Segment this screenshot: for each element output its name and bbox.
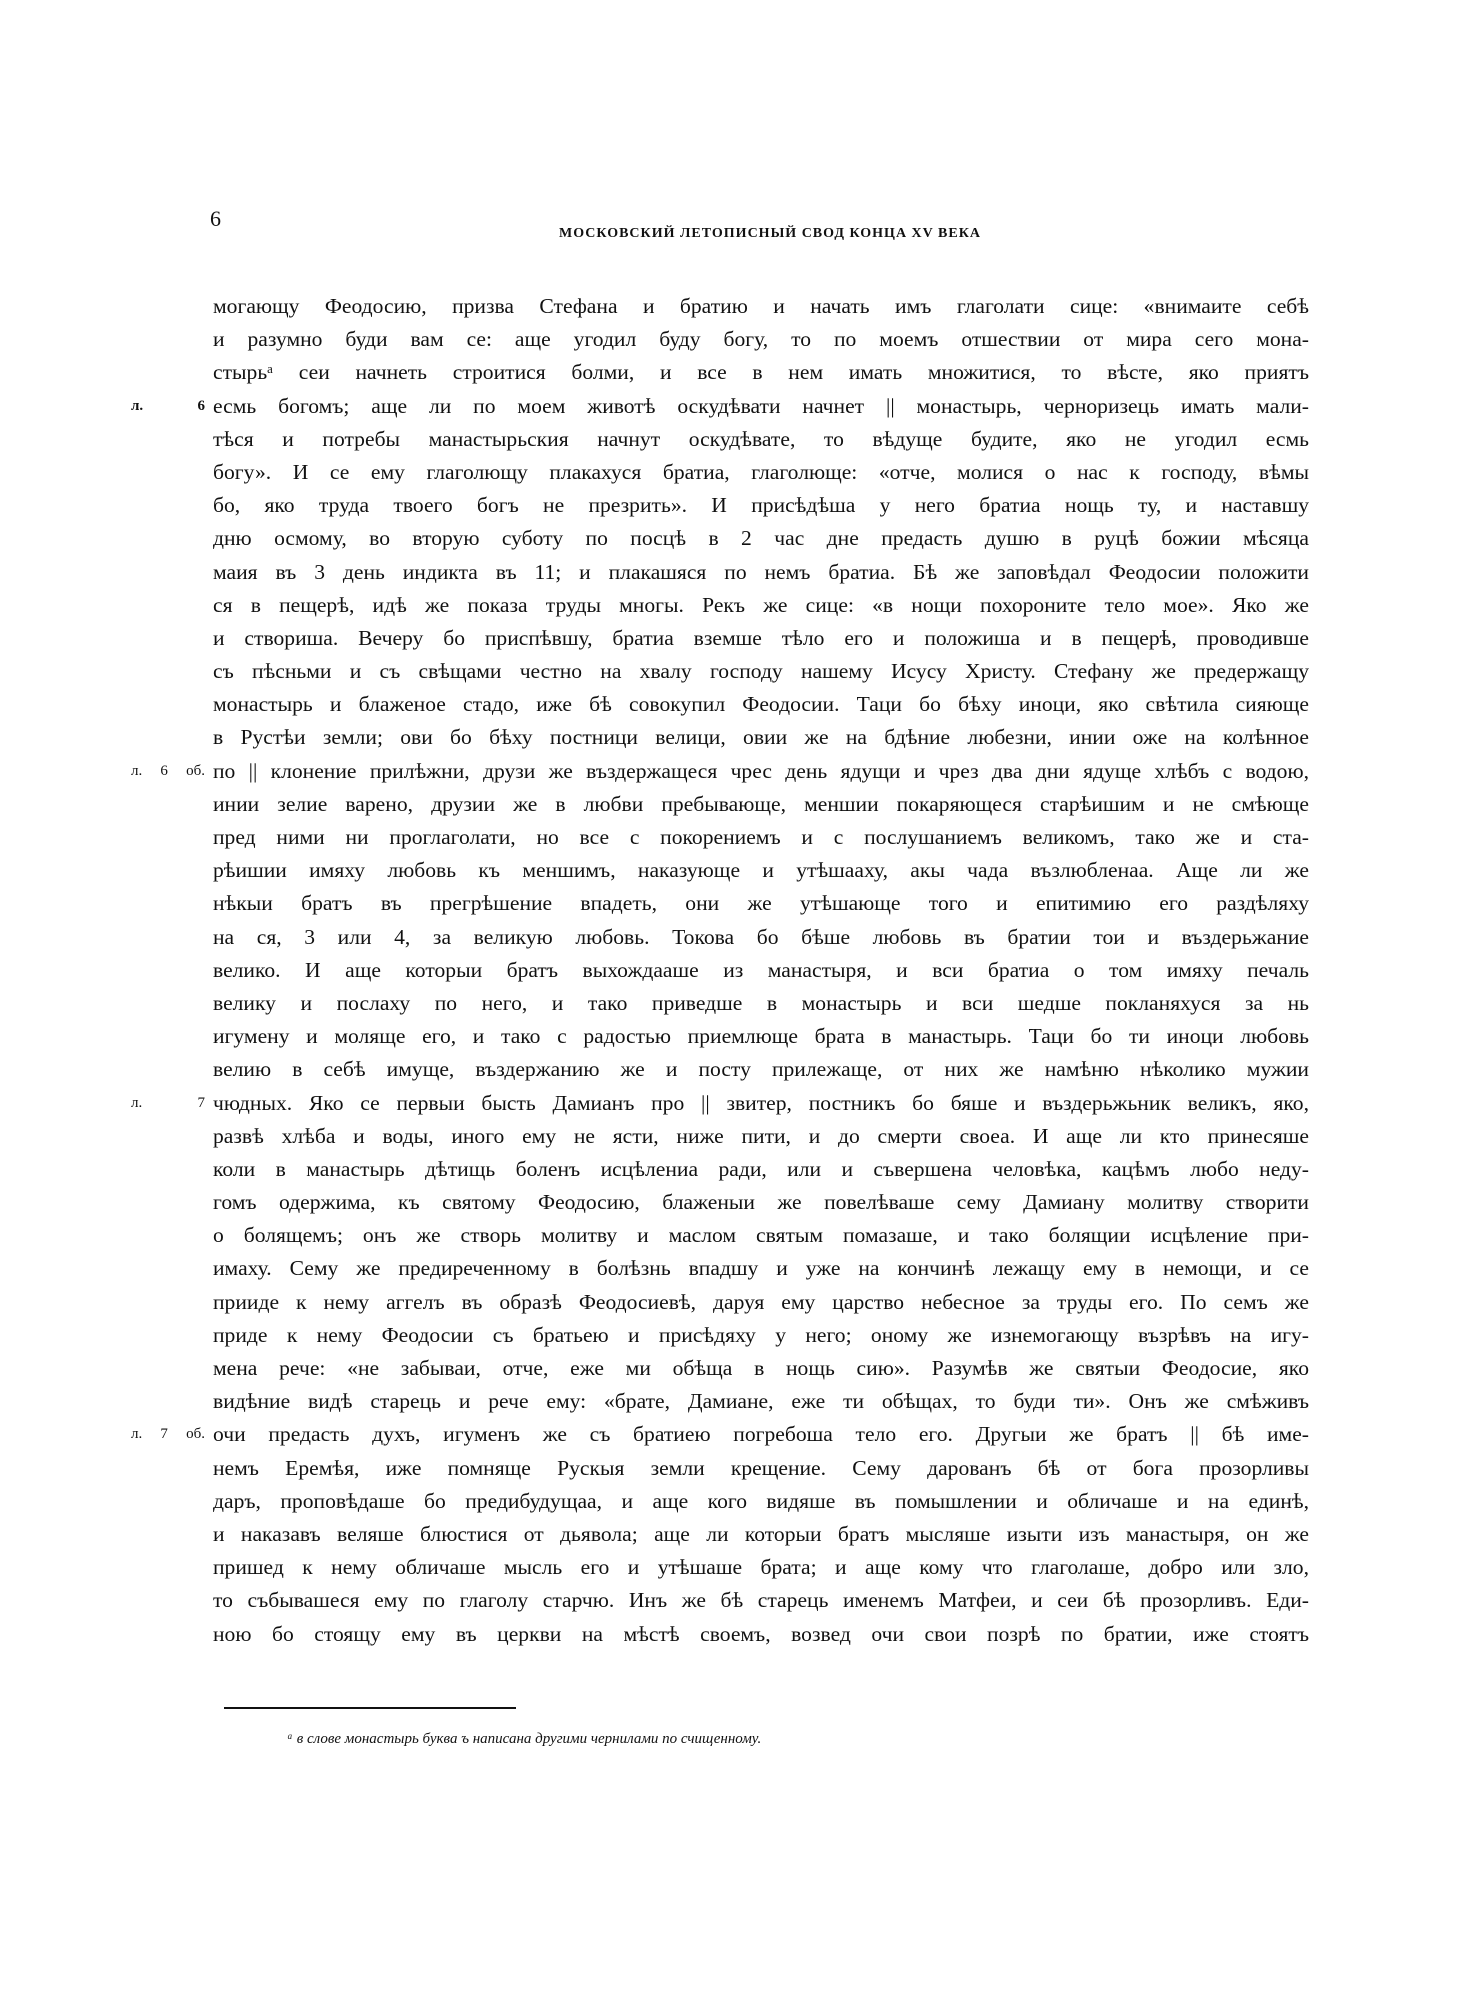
text-line-content: о болящемъ; онъ же створь молитву и маслом святым помазаше, и тако болящии исцѣление при- (213, 1223, 1309, 1248)
text-line-content: очи предасть духъ, игуменъ же съ братиею погребоша тело его. Другыи же братъ || бѣ име- (213, 1422, 1309, 1447)
text-line (213, 1186, 1309, 1219)
text-line (213, 1053, 1309, 1086)
text-line (213, 589, 1309, 622)
text-line-content: инии зелие варено, друзии же в любви пребывающе, меншии покаряющеся старѣишим и не смѣюще (213, 791, 1309, 816)
text-line (131, 390, 1309, 423)
folio-margin-note: л. 6 об. (131, 762, 205, 779)
text-line-content: есмь богомъ; аще ли по моем животѣ оскудѣвати начнет || монастырь, черноризець имать мали- (213, 393, 1309, 418)
text-line-content: нѣкыи братъ въ прегрѣшение впадеть, они же утѣшающе того и епитимию его раздѣляху (213, 891, 1309, 916)
page-number: 6 (210, 206, 221, 231)
text-line (213, 954, 1309, 987)
text-line (213, 522, 1309, 555)
text-line (213, 556, 1309, 589)
text-line-content: пред ними ни проглаголати, но все с покорениемъ и с послушаниемъ великомъ, тако же и ста- (213, 825, 1309, 849)
text-line (213, 423, 1309, 456)
text-line-content: в Рустѣи земли; ови бо бѣху постници велици, овии же на бдѣние любезни, инии оже на колѣнное (213, 725, 1309, 750)
text-line-content: коли в манастырь дѣтищь боленъ исцѣлениа ради, или и съвершена человѣка, кацѣмъ любо неду- (213, 1156, 1309, 1181)
text-line (213, 1551, 1309, 1584)
text-line (213, 1020, 1309, 1053)
folio-margin-note: л. 7 об. (131, 1426, 205, 1443)
text-line (213, 987, 1309, 1020)
folio-margin-note: л. 6 (131, 397, 205, 414)
text-line (213, 456, 1309, 489)
text-line-content: чюдных. Яко се первыи бысть Дамианъ про || звитер, постникъ бо бяше и въздерьжьник великъ, яко, (213, 1090, 1309, 1115)
text-line-content: по || клонение прилѣжни, друзи же въздержащеся чрес день ядущи и чрез два дни ядуще хлѣбъ с водою, (213, 758, 1309, 783)
text-line (213, 788, 1309, 821)
text-line (213, 1518, 1309, 1551)
text-line (213, 1584, 1309, 1617)
text-line (213, 323, 1309, 356)
text-line-content: немъ Еремѣя, иже помняще Рускыя земли крещение. Сему дарованъ бѣ от бога прозорливы (213, 1455, 1309, 1480)
text-line-content: маия въ 3 день индикта въ 11; и плакашяся по немъ братиа. Бѣ же заповѣдал Феодосии положити (213, 559, 1309, 584)
text-line-content: гомъ одержима, къ святому Феодосию, блаженыи же повелѣваше сему Дамиану молитву створити (213, 1190, 1309, 1215)
text-line (213, 1485, 1309, 1518)
text-line (213, 489, 1309, 522)
text-line-content: видѣние видѣ старець и рече ему: «брате, Дамиане, еже ти обѣщах, то буди ти». Онъ же смѣживъ (213, 1389, 1309, 1414)
text-line-content: даръ, проповѣдаше бо предибудущаа, и аще кого видяше въ помышлении и обличаше и на единѣ, (213, 1488, 1309, 1513)
text-line-content: стырьᵃ сеи начнеть строитися болми, и все в нем имать множитися, то вѣсте, яко приятъ (213, 360, 1309, 385)
text-line-content: и наказавъ веляше блюстися от дьявола; аще ли которыи братъ мысляше изыти изъ манастыря, он же (213, 1521, 1309, 1546)
text-line (213, 1219, 1309, 1252)
text-line-content: могающу Феодосию, призва Стефана и братию и начать имъ глаголати сице: «внимаите себѣ (213, 294, 1309, 318)
text-line (213, 1618, 1309, 1651)
text-line (213, 921, 1309, 954)
text-line (213, 1352, 1309, 1385)
text-line-content: ся в пещерѣ, идѣ же показа труды многы. Рекъ же сице: «в нощи похороните тело мое». Яко же (213, 592, 1309, 617)
text-line-content: развѣ хлѣба и воды, иного ему не ясти, ниже пити, и до смерти своеа. И аще ли кто принесяше (213, 1123, 1309, 1148)
text-line (213, 1286, 1309, 1319)
text-line-content: тѣся и потребы манастырьския начнут оскудѣвате, то вѣдуще будите, яко не угодил есмь (213, 426, 1309, 451)
body-text (131, 290, 1309, 1651)
text-line-content: велико. И аще которыи братъ выхождааше из манастыря, и вси братиа о том имяху печаль (213, 957, 1309, 982)
text-line (213, 356, 1309, 389)
text-line-content: ною бо стоящу ему въ церкви на мѣстѣ своемъ, возвед очи свои позрѣ по братии, иже стоятъ (213, 1621, 1309, 1646)
text-line (213, 622, 1309, 655)
running-head: МОСКОВСКИЙ ЛЕТОПИСНЫЙ СВОД КОНЦА XV ВЕКА (559, 226, 981, 241)
text-line-content: дню осмому, во вторую суботу по посцѣ в 2 час дне предасть душю в руцѣ божии мѣсяца (213, 526, 1309, 551)
text-line-content: приде к нему Феодосии съ братьею и присѣдяху у него; оному же изнемогающу възрѣвъ на игу- (213, 1322, 1309, 1347)
text-line (213, 655, 1309, 688)
text-line (213, 1120, 1309, 1153)
text-line-content: прииде к нему аггелъ въ образѣ Феодосиевѣ, даруя ему царство небесное за труды его. По семъ же (213, 1289, 1309, 1314)
text-line (213, 1252, 1309, 1285)
text-line-content: велию в себѣ имуще, въздержанию же и посту прилежаще, от них же намѣню нѣколико мужии (213, 1057, 1309, 1082)
text-line (213, 821, 1309, 854)
text-line (213, 290, 1309, 323)
footnote-divider (224, 1707, 516, 1709)
text-line-content: то събывашеся ему по глаголу старчю. Инъ же бѣ старець именемъ Матфеи, и сеи бѣ прозорливъ. Еди- (213, 1588, 1309, 1613)
text-line (213, 1319, 1309, 1352)
text-line (131, 755, 1309, 788)
text-line (131, 1418, 1309, 1451)
text-line (213, 1153, 1309, 1186)
text-line-content: богу». И се ему глаголющу плакахуся братиа, глаголюще: «отче, молися о нас к господу, вѣмы (213, 459, 1309, 484)
text-line (213, 887, 1309, 920)
text-line-content: съ пѣсньми и съ свѣщами честно на хвалу господу нашему Исусу Христу. Стефану же предержащу (213, 659, 1309, 684)
text-line-content: рѣишии имяху любовь къ меншимъ, наказующе и утѣшааху, акы чада възлюбленаа. Аще ли же (213, 858, 1309, 883)
text-line-content: и створиша. Вечеру бо приспѣвшу, братиа вземше тѣло его и положиша и в пещерѣ, проводивше (213, 625, 1309, 650)
text-line (213, 1385, 1309, 1418)
text-line-content: мена рече: «не забываи, отче, еже ми обѣща в нощь сию». Разумѣв же святыи Феодосие, яко (213, 1356, 1309, 1380)
text-line-content: пришед к нему обличаше мысль его и утѣшаше брата; и аще кому что глаголаше, добро или зло, (213, 1555, 1309, 1580)
text-line (213, 854, 1309, 887)
text-line (213, 1452, 1309, 1485)
text-line-content: бо, яко труда твоего богъ не презрить». И присѣдѣша у него братиа нощь ту, и наставшу (213, 493, 1309, 518)
text-line (131, 1087, 1309, 1120)
text-line-content: имаху. Сему же предиреченному в болѣзнь впадшу и уже на кончинѣ лежащу ему в немощи, и се (213, 1256, 1309, 1281)
text-line-content: велику и послаху по него, и тако приведше в монастырь и вси шедше покланяхуся за нь (213, 990, 1309, 1015)
text-line-content: монастырь и блаженое стадо, иже бѣ совокупил Феодосии. Таци бо бѣху иноци, яко свѣтила сияюще (213, 692, 1309, 717)
text-line-content: на ся, 3 или 4, за великую любовь. Токова бо бѣше любовь въ братии тои и въздерьжание (213, 924, 1309, 949)
text-line-content: и разумно буди вам се: аще угодил буду богу, то по моемъ отшествии от мира сего мона- (213, 327, 1309, 352)
footnote: ᵃ в слове монастырь буква ъ написана другими чернилами по счищенному. (287, 1731, 762, 1747)
text-line (213, 721, 1309, 754)
folio-margin-note: л. 7 (131, 1094, 205, 1111)
text-line-content: игумену и моляще его, и тако с радостью приемлюще брата в манастырь. Таци бо ти иноци любовь (213, 1024, 1309, 1049)
text-line (213, 688, 1309, 721)
